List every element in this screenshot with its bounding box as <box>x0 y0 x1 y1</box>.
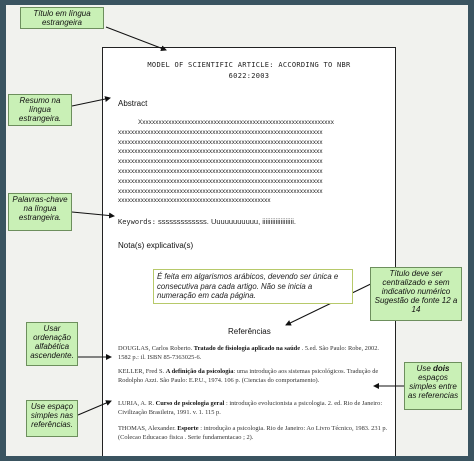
diagram-canvas <box>6 5 468 456</box>
ref-author: LURIA, A. R. <box>118 400 156 407</box>
double-spacing-emph: dois <box>433 364 450 373</box>
reference-item <box>118 425 388 442</box>
document-title-line2: 6022:2003 <box>228 72 270 80</box>
arrow-single-spacing <box>78 401 111 415</box>
arrow-abstract <box>72 98 110 106</box>
callout-double-spacing <box>404 362 462 410</box>
arrow-keywords <box>72 212 114 216</box>
references-heading: Referências <box>228 327 271 336</box>
keywords-value: sssssssssssss. Uuuuuuuuuuu, iiiiiiiiiiiiiiiiiii. <box>158 217 296 226</box>
ref-title: Tratado de fisiologia aplicado na saúde <box>193 345 301 352</box>
callout-single-spacing: Use espaço simples nas referências. <box>26 400 78 437</box>
double-spacing-post: espaços simples entre as referencias <box>407 373 459 400</box>
ref-title: Curso de psicologia geral <box>155 400 225 407</box>
notes-heading: Nota(s) explicativa(s) <box>118 241 194 250</box>
abstract-line: xxxxxxxxxxxxxxxxxxxxxxxxxxxxxxxxxxxxxxxxxxxxxxxxxxxxxxxxxxxxxxx <box>118 187 323 195</box>
reference-item <box>118 345 388 362</box>
abstract-line: Xxxxxxxxxxxxxxxxxxxxxxxxxxxxxxxxxxxxxxxxxxxxxxxxxxxxxxxxxxxx <box>138 119 334 126</box>
keywords-label: Keywords: <box>118 218 156 226</box>
notes-box: É feita em algarismos arábicos, devendo ser única e consecutiva para cada artigo. Não se inicia a numeração em cada página. <box>153 269 353 304</box>
ref-details: : introdução a psicologia. Rio de Janeiro: Ao Livro Técnico, 1983. 231 p. (Colecao Educacao fisica . Serie fundamentacao ; 2). <box>118 425 388 441</box>
ref-details: : uma introdução aos sistemas psicológicos. Tradução de Rodolpho Azzi. São Paulo: E.P.U., 1974. 106 p. (Ciencias do comportamento). <box>118 368 379 384</box>
abstract-line: xxxxxxxxxxxxxxxxxxxxxxxxxxxxxxxxxxxxxxxxxxxxxxxxxxxxxxxxxxxxxxx <box>118 138 323 146</box>
document-title-line1: MODEL OF SCIENTIFIC ARTICLE: ACCORDING TO NBR <box>147 61 351 69</box>
reference-item <box>118 400 388 417</box>
abstract-line: xxxxxxxxxxxxxxxxxxxxxxxxxxxxxxxxxxxxxxxxxxxxxxxxxxxxxxxxxxxxxxx <box>118 158 323 166</box>
abstract-line: xxxxxxxxxxxxxxxxxxxxxxxxxxxxxxxxxxxxxxxxxxxxxxxxxxxxxxxxxxxxxxx <box>118 128 323 136</box>
ref-details: : introdução evolucionista a psicologia. 2. ed. Rio de Janeiro: Civilização Brasileira, 1991. v. 1. 115 p. <box>118 400 383 416</box>
ref-author: KELLER, Fred S. <box>118 368 166 375</box>
ref-title: Esporte <box>177 425 199 432</box>
callout-alphabetical: Usar ordenação alfabética ascendente. <box>26 322 78 366</box>
callout-keywords-foreign: Palavras-chave na língua estrangeira. <box>8 193 72 231</box>
abstract-line: xxxxxxxxxxxxxxxxxxxxxxxxxxxxxxxxxxxxxxxxxxxxxxx <box>118 197 271 205</box>
document-title <box>114 60 384 82</box>
keywords-line <box>118 217 296 226</box>
callout-title-foreign: Título em língua estrangeira <box>20 7 104 29</box>
arrow-title <box>106 27 166 50</box>
double-spacing-pre: Use <box>416 364 433 373</box>
reference-item <box>118 368 388 385</box>
ref-details: . 5.ed. São Paulo: Robe, 2002. 1582 p.: il. ISBN 85-7363025-6. <box>118 345 380 361</box>
abstract-line: xxxxxxxxxxxxxxxxxxxxxxxxxxxxxxxxxxxxxxxxxxxxxxxxxxxxxxxxxxxxxxx <box>118 167 323 175</box>
ref-author: DOUGLAS, Carlos Roberto. <box>118 345 194 352</box>
callout-abstract-foreign: Resumo na língua estrangeira. <box>8 94 72 126</box>
abstract-line: xxxxxxxxxxxxxxxxxxxxxxxxxxxxxxxxxxxxxxxxxxxxxxxxxxxxxxxxxxxxxxx <box>118 177 323 185</box>
ref-title: A definição da psicologia <box>165 368 234 375</box>
abstract-heading: Abstract <box>118 99 148 108</box>
callout-title-centered: Título deve ser centralizado e sem indicativo numérico Sugestão de fonte 12 a 14 <box>370 267 462 321</box>
ref-author: THOMAS, Alexander. <box>118 425 178 432</box>
abstract-line: xxxxxxxxxxxxxxxxxxxxxxxxxxxxxxxxxxxxxxxxxxxxxxxxxxxxxxxxxxxxxxx <box>118 148 323 156</box>
abstract-body <box>118 118 390 206</box>
